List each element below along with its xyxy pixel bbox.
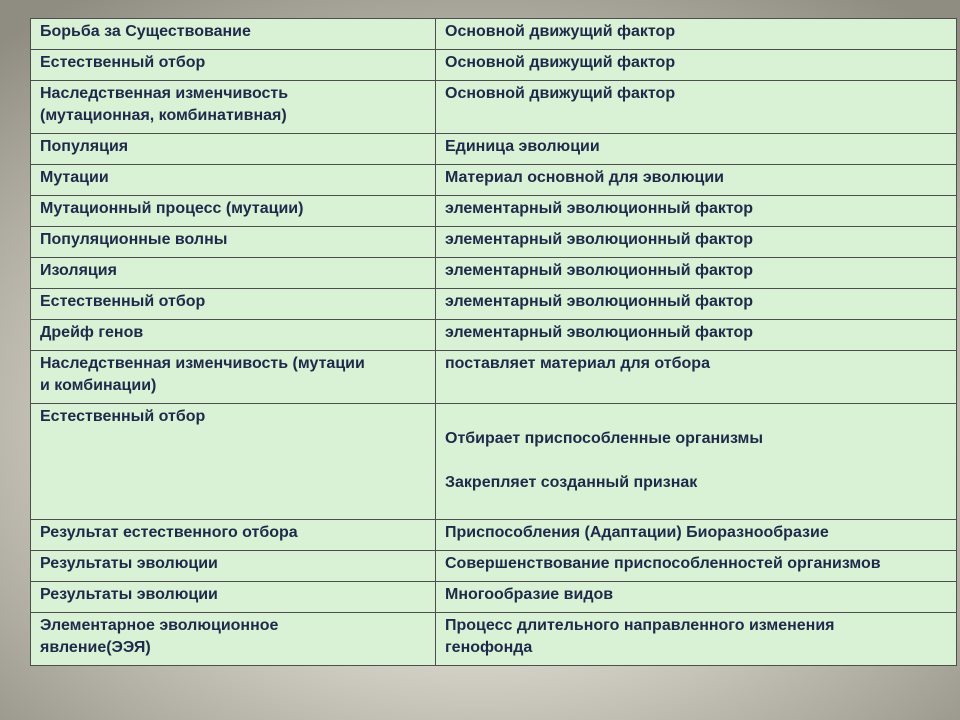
- term-cell: Популяционные волны: [31, 227, 436, 258]
- term-cell: Мутации: [31, 165, 436, 196]
- meaning-cell: Основной движущий фактор: [436, 50, 957, 81]
- table-row: [31, 19, 957, 50]
- meaning-cell: Основной движущий фактор: [436, 81, 957, 134]
- meaning-cell: элементарный эволюционный фактор: [436, 227, 957, 258]
- table-row: [31, 582, 957, 613]
- table-row: [31, 520, 957, 551]
- term-cell: Изоляция: [31, 258, 436, 289]
- term-cell: Естественный отбор: [31, 404, 436, 520]
- meaning-cell: [436, 404, 957, 520]
- term-cell: Дрейф генов: [31, 320, 436, 351]
- meaning-cell: элементарный эволюционный фактор: [436, 258, 957, 289]
- meaning-cell: поставляет материал для отбора: [436, 351, 957, 404]
- table-row: [31, 227, 957, 258]
- meaning-cell: Единица эволюции: [436, 134, 957, 165]
- term-cell: Результаты эволюции: [31, 551, 436, 582]
- meaning-cell: Основной движущий фактор: [436, 19, 957, 50]
- term-cell: Наследственная изменчивость (мутационная, комбинативная): [31, 81, 436, 134]
- table-row: [31, 613, 957, 666]
- meaning-cell: Материал основной для эволюции: [436, 165, 957, 196]
- term-cell: Популяция: [31, 134, 436, 165]
- table-row: [31, 351, 957, 404]
- meaning-cell: элементарный эволюционный фактор: [436, 320, 957, 351]
- term-cell: Результаты эволюции: [31, 582, 436, 613]
- term-cell: Мутационный процесс (мутации): [31, 196, 436, 227]
- term-cell: Естественный отбор: [31, 50, 436, 81]
- table-row: [31, 165, 957, 196]
- table-row: [31, 81, 957, 134]
- term-cell: Естественный отбор: [31, 289, 436, 320]
- table-row: [31, 404, 957, 520]
- meaning-line: Отбирает приспособленные организмы: [445, 430, 764, 447]
- table-row: [31, 320, 957, 351]
- table-row: [31, 196, 957, 227]
- table-row: [31, 134, 957, 165]
- meaning-cell: элементарный эволюционный фактор: [436, 196, 957, 227]
- meaning-cell: элементарный эволюционный фактор: [436, 289, 957, 320]
- table-row: [31, 551, 957, 582]
- meaning-cell: Многообразие видов: [436, 582, 957, 613]
- term-cell: Борьба за Существование: [31, 19, 436, 50]
- evolution-terms-table: [30, 18, 957, 666]
- term-cell: Наследственная изменчивость (мутации и комбинации): [31, 351, 436, 404]
- term-cell: Элементарное эволюционное явление(ЭЭЯ): [31, 613, 436, 666]
- table-row: [31, 289, 957, 320]
- term-cell: Результат естественного отбора: [31, 520, 436, 551]
- meaning-cell: Совершенствование приспособленностей организмов: [436, 551, 957, 582]
- meaning-cell: Процесс длительного направленного изменения генофонда: [436, 613, 957, 666]
- table-row: [31, 50, 957, 81]
- table-row: [31, 258, 957, 289]
- meaning-cell: Приспособления (Адаптации) Биоразнообразие: [436, 520, 957, 551]
- meaning-line: Закрепляет созданный признак: [445, 474, 698, 491]
